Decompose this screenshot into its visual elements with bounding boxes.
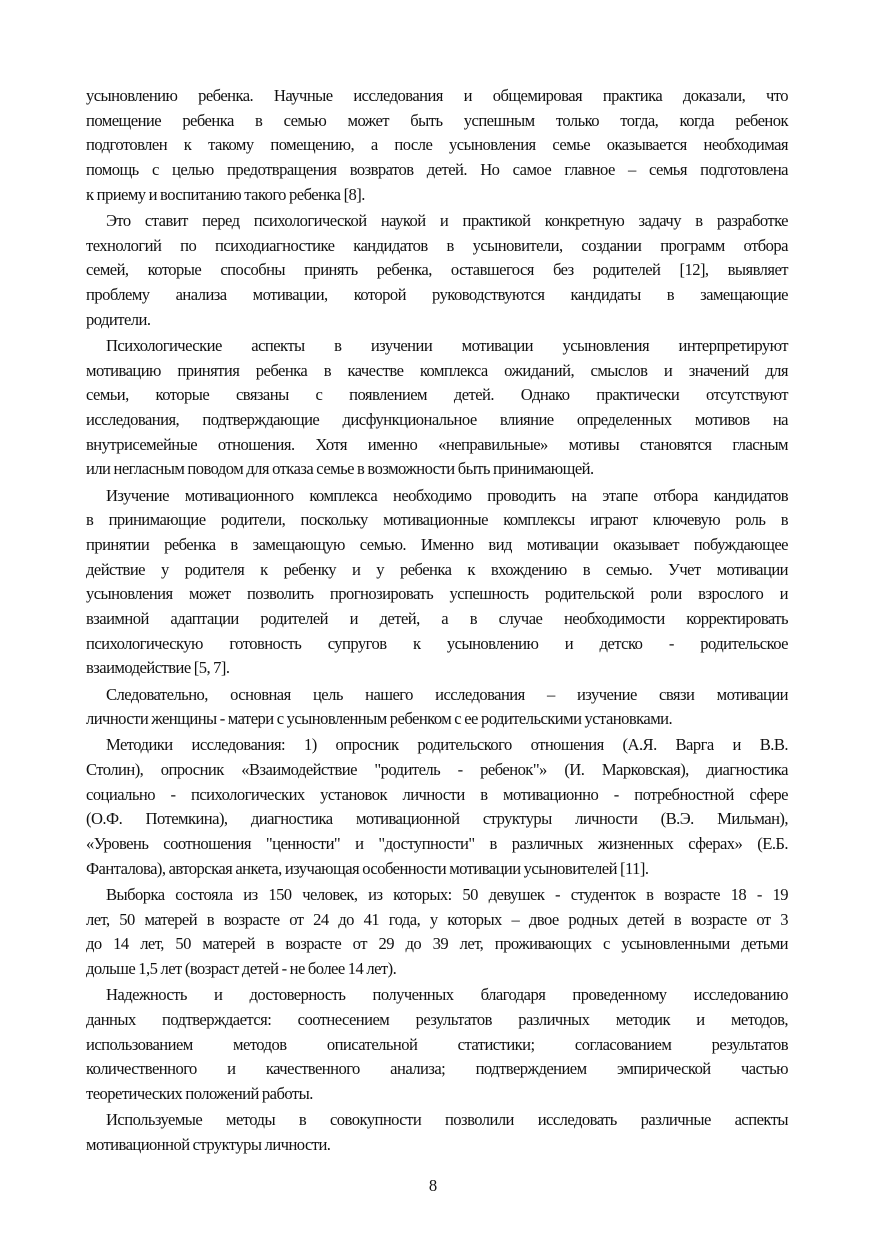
text-line: Это ставит перед психологической наукой и практикой конкретную задачу в разработке: [106, 210, 788, 230]
paragraph: [86, 983, 788, 1106]
text-line: лет, 50 матерей в возрасте от 24 до 41 года, у которых – двое родных детей в возрасте от 3: [86, 909, 788, 929]
text-line: Фанталова), авторская анкета, изучающая особенности мотивации усыновителей [11].: [86, 858, 649, 878]
text-line: Столин), опросник «Взаимодействие "родитель - ребенок"» (И. Марковская), диагностика: [86, 760, 788, 780]
text-line: семьи, которые связаны с появлением детей. Однако практически отсутствуют: [86, 385, 788, 405]
text-line: Надежность и достоверность полученных благодаря проведенному исследованию: [106, 985, 788, 1005]
text-line: усыновления может позволить прогнозировать успешность родительской роли взрослого и: [86, 584, 788, 604]
paragraph: [86, 209, 788, 332]
text-line: теоретических положений работы.: [86, 1084, 313, 1103]
text-line: взаимной адаптации родителей и детей, а в случае необходимости корректировать: [86, 608, 788, 628]
document-body: [86, 84, 788, 1159]
text-line: принятии ребенка в замещающую семью. Именно вид мотивации оказывает побуждающее: [86, 534, 788, 554]
text-line: семей, которые способны принять ребенка, оставшегося без родителей [12], выявляет: [86, 260, 788, 280]
text-line: взаимодействие [5, 7].: [86, 658, 230, 678]
text-line: помощь с целью предотвращения возвратов детей. Но самое главное – семья подготовлена: [86, 160, 788, 180]
text-line: мотивационной структуры личности.: [86, 1134, 331, 1154]
text-line: или негласным поводом для отказа семье в возможности быть принимающей.: [86, 459, 594, 479]
paragraph: [86, 484, 788, 682]
text-line: (О.Ф. Потемкина), диагностика мотивационной структуры личности (В.Э. Мильман),: [86, 809, 788, 829]
paragraph: [86, 84, 788, 207]
text-line: Методики исследования: 1) опросник родительского отношения (А.Я. Варга и В.В.: [106, 735, 788, 755]
text-line: родители.: [86, 309, 151, 329]
page-number: 8: [428, 1176, 438, 1195]
text-line: усыновлению ребенка. Научные исследования и общемировая практика доказали, что: [86, 86, 788, 105]
text-line: технологий по психодиагностике кандидатов в усыновители, создании программ отбора: [86, 235, 788, 255]
text-line: действие у родителя к ребенку и у ребенка к вхождению в семью. Учет мотивации: [86, 559, 788, 579]
text-line: использованием методов описательной статистики; согласованием результатов: [86, 1034, 788, 1054]
paragraph: [86, 733, 788, 881]
text-line: данных подтверждается: соотнесением результатов различных методик и методов,: [86, 1009, 788, 1029]
text-line: количественного и качественного анализа; подтверждением эмпирической частью: [86, 1059, 788, 1079]
paragraph: [86, 1108, 788, 1157]
text-line: «Уровень соотношения "ценности" и "доступности" в различных жизненных сферах» (Е.Б.: [86, 834, 788, 854]
text-line: социально - психологических установок личности в мотивационно - потребностной сфере: [86, 784, 788, 804]
text-line: помещение ребенка в семью может быть успешным только тогда, когда ребенок: [86, 110, 788, 130]
text-line: дольше 1,5 лет (возраст детей - не более 14 лет).: [86, 959, 397, 979]
text-line: к приему и воспитанию такого ребенка [8].: [86, 184, 365, 204]
text-line: проблему анализа мотивации, которой руководствуются кандидаты в замещающие: [86, 285, 788, 304]
text-line: Изучение мотивационного комплекса необходимо проводить на этапе отбора кандидатов: [106, 485, 788, 505]
text-line: до 14 лет, 50 матерей в возрасте от 29 до 39 лет, проживающих с усыновленными детьми: [86, 934, 788, 954]
text-line: Психологические аспекты в изучении мотивации усыновления интерпретируют: [106, 335, 788, 355]
text-line: внутрисемейные отношения. Хотя именно «неправильные» мотивы становятся гласным: [86, 434, 788, 454]
text-line: Следовательно, основная цель нашего исследования – изучение связи мотивации: [106, 684, 788, 704]
text-line: в принимающие родители, поскольку мотивационные комплексы играют ключевую роль в: [86, 510, 788, 530]
text-line: исследования, подтверждающие дисфункциональное влияние определенных мотивов на: [86, 409, 788, 429]
text-line: психологическую готовность супругов к усыновлению и детско - родительское: [86, 633, 788, 653]
text-line: личности женщины - матери с усыновленным ребенком с ее родительскими установками.: [86, 709, 673, 729]
paragraph: [86, 334, 788, 482]
paragraph: [86, 883, 788, 982]
text-line: Выборка состояла из 150 человек, из которых: 50 девушек - студенток в возрасте 18 - 19: [106, 885, 788, 904]
text-line: Используемые методы в совокупности позволили исследовать различные аспекты: [106, 1110, 788, 1130]
text-line: мотивацию принятия ребенка в качестве комплекса ожиданий, смыслов и значений для: [86, 360, 788, 380]
paragraph: [86, 683, 788, 732]
text-line: подготовлен к такому помещению, а после усыновления семье оказывается необходимая: [86, 135, 788, 155]
